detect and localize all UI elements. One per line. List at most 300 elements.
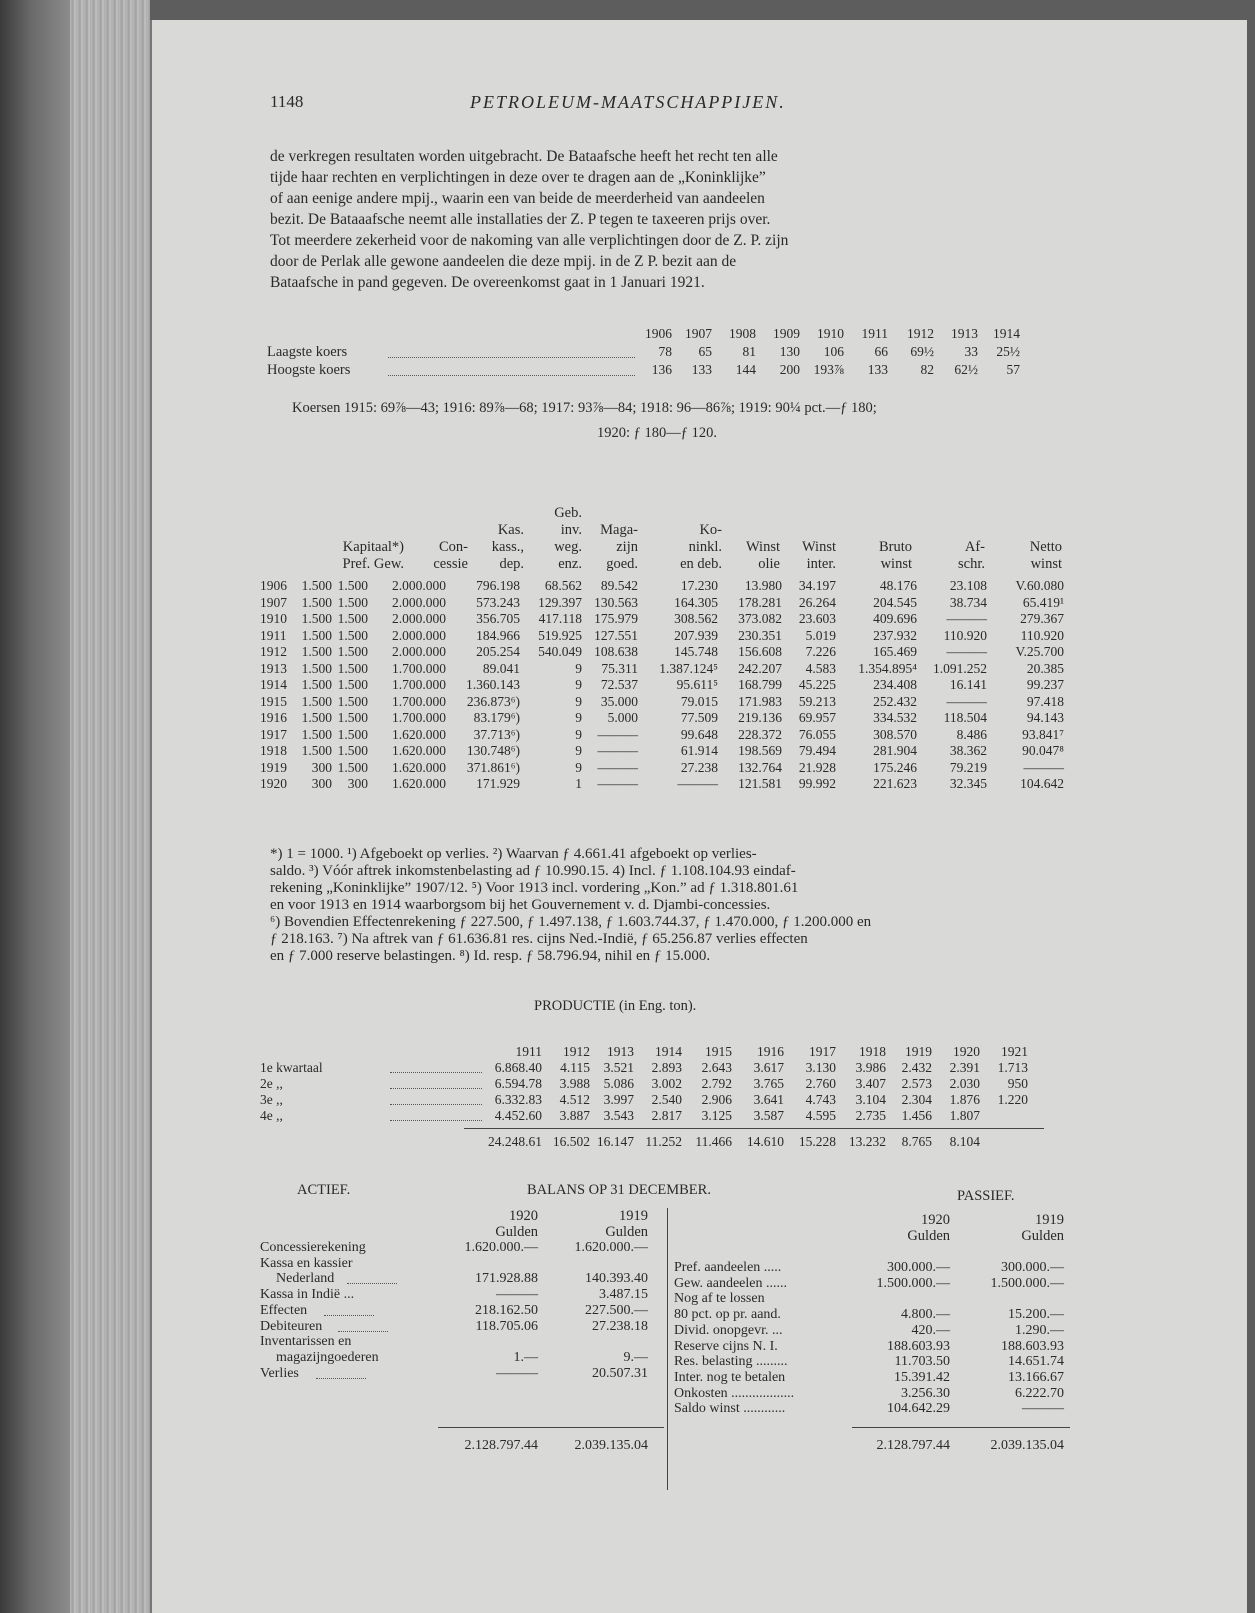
actief-value-1920: 118.705.06 — [475, 1318, 538, 1334]
finance-cell: 1 — [575, 776, 582, 791]
productie-value: 2.760 — [805, 1076, 836, 1091]
productie-leader — [390, 1088, 482, 1089]
finance-cell: 228.372 — [738, 726, 782, 742]
finance-cell: 17.230 — [680, 578, 718, 593]
finance-cell: 1.500 — [301, 627, 332, 643]
finance-cell: 1.354.895⁴ — [858, 660, 917, 676]
koersen-year: 1911 — [861, 326, 888, 341]
finance-cell: 237.932 — [873, 627, 917, 643]
actief-total-1920: 2.128.797.44 — [464, 1438, 538, 1453]
finance-cell: 1.620.000 — [392, 726, 446, 742]
koersen-value: 130 — [779, 344, 800, 359]
productie-value: 3.988 — [559, 1076, 590, 1091]
intro-line: Tot meerdere zekerheid voor de nakoming van alle verplichtingen door de Z. P. zijn — [270, 232, 789, 249]
koersen-value: 106 — [823, 344, 844, 359]
finance-cell: 13.980 — [744, 578, 782, 593]
koersen-value: 193⅞ — [813, 362, 844, 377]
finance-cell: 90.047⁸ — [1022, 743, 1064, 758]
passief-value-1920: 3.256.30 — [901, 1385, 950, 1401]
finance-cell: 1.500 — [301, 578, 332, 593]
productie-value: 4.743 — [805, 1092, 836, 1107]
finance-row — [152, 578, 1152, 595]
passief-value-1920: 420.— — [911, 1322, 950, 1338]
passief-value-1920: 11.703.50 — [894, 1354, 950, 1370]
productie-total: 8.765 — [901, 1134, 932, 1149]
finance-cell: ——— — [946, 644, 987, 659]
actief-value-1919: 9.— — [623, 1349, 648, 1365]
actief-total-rule — [438, 1427, 664, 1428]
finance-cell: 300 — [311, 759, 332, 775]
finance-cell: 1.500 — [337, 759, 368, 775]
finance-year: 1910 — [260, 611, 287, 626]
finance-cell: ——— — [677, 776, 718, 791]
finance-cell: 95.611⁵ — [676, 677, 718, 692]
actief-year-1920: 1920 — [509, 1208, 538, 1224]
passief-value-1920: 300.000.— — [887, 1260, 950, 1275]
passief-label-cell: Reserve cijns N. I. — [674, 1338, 778, 1354]
productie-value: 6.868.40 — [494, 1060, 542, 1075]
finance-year: 1912 — [260, 644, 287, 659]
finance-cell: 69.957 — [798, 710, 836, 725]
passief-label-cell: Inter. nog te betalen — [674, 1369, 786, 1385]
actief-label-cell: Kassa en kassier — [260, 1255, 353, 1271]
finance-cell: 130.563 — [594, 594, 638, 610]
productie-total-rule — [464, 1128, 1044, 1129]
finance-cell: 279.367 — [1020, 611, 1064, 626]
finance-cell: 65.419¹ — [1022, 594, 1064, 610]
finance-cell: 1.700.000 — [392, 660, 446, 676]
finance-cell: 1.700.000 — [392, 677, 446, 692]
productie-year: 1918 — [859, 1044, 886, 1059]
finance-row — [152, 727, 1152, 744]
header-koninklijke: Ko- — [699, 522, 722, 538]
finance-cell: 27.238 — [680, 759, 718, 775]
finance-cell: 165.469 — [873, 644, 917, 659]
finance-cell: 9 — [575, 677, 582, 692]
passief-value-1919: ——— — [1022, 1401, 1064, 1417]
actief-value-1919: 227.500.— — [585, 1302, 648, 1318]
finance-cell: 9 — [575, 726, 582, 742]
finance-row — [152, 694, 1152, 711]
finance-cell: 129.397 — [538, 594, 582, 610]
finance-cell: 21.928 — [798, 759, 836, 775]
finance-cell: 5.019 — [805, 627, 836, 643]
koersen-row-label: Laagste koers — [267, 344, 348, 360]
actief-value-1920: 171.928.88 — [475, 1271, 538, 1287]
productie-value: 1.876 — [949, 1092, 980, 1107]
finance-cell: 130.748⁶) — [466, 743, 520, 758]
header-geb: Geb. — [554, 505, 582, 521]
finance-cell: 75.311 — [601, 660, 638, 676]
passief-label-cell: Pref. aandeelen ..... — [674, 1260, 782, 1275]
finance-cell: 281.904 — [873, 743, 917, 758]
finance-cell: 76.055 — [798, 726, 836, 742]
finance-cell: 89.542 — [600, 578, 638, 593]
finance-year: 1916 — [260, 710, 287, 725]
koersen-year: 1906 — [645, 326, 672, 341]
finance-cell: 1.620.000 — [392, 743, 446, 758]
passief-value-1919: 1.500.000.— — [990, 1275, 1064, 1291]
productie-year: 1914 — [655, 1044, 682, 1059]
passief-value-1919: 1.290.— — [1015, 1322, 1064, 1338]
productie-year: 1915 — [705, 1044, 732, 1059]
productie-value: 2.817 — [651, 1108, 682, 1123]
finance-cell: 2.000.000 — [392, 644, 446, 659]
finance-cell: 1.500 — [301, 644, 332, 659]
productie-value: 6.332.83 — [494, 1092, 542, 1107]
finance-cell: 1.500 — [337, 710, 368, 725]
koersen-value: 65 — [698, 344, 712, 359]
passief-value-1920: 188.603.93 — [887, 1338, 950, 1354]
koersen-value: 133 — [867, 362, 888, 377]
finance-row — [152, 644, 1152, 661]
koersen-value: 57 — [1006, 362, 1020, 377]
productie-value: 3.765 — [753, 1076, 784, 1091]
finance-cell: 118.504 — [943, 710, 987, 725]
footnote-line: ⁶) Bovendien Effectenrekening ƒ 227.500, ƒ 1.497.138, ƒ 1.603.744.37, ƒ 1.470.000, ƒ 1.200.000 en — [270, 914, 872, 930]
finance-row — [152, 760, 1152, 777]
finance-cell: 417.118 — [538, 611, 582, 626]
koersen-value: 33 — [964, 344, 978, 359]
finance-cell: 242.207 — [738, 660, 782, 676]
passief-label-cell: 80 pct. op pr. aand. — [674, 1307, 781, 1323]
actief-year-1919: 1919 — [619, 1208, 648, 1224]
finance-cell: 1.500 — [301, 594, 332, 610]
actief-value-1920: 218.162.50 — [475, 1302, 538, 1318]
finance-cell: 1.700.000 — [392, 693, 446, 709]
finance-year: 1914 — [260, 677, 287, 692]
finance-cell: 356.705 — [476, 611, 520, 626]
finance-cell: 1.500 — [337, 627, 368, 643]
productie-value: 6.594.78 — [494, 1076, 542, 1091]
finance-year: 1911 — [260, 627, 287, 643]
koersen-value: 136 — [651, 362, 672, 377]
actief-value-1920: 1.620.000.— — [464, 1240, 538, 1255]
actief-label-cell: Debiteuren — [260, 1318, 323, 1334]
passief-value-1920: 4.800.— — [901, 1307, 950, 1323]
finance-cell: 79.015 — [680, 693, 718, 709]
koersen-year: 1912 — [907, 326, 934, 341]
finance-cell: 108.638 — [594, 644, 638, 659]
header-geb: inv. — [560, 522, 582, 538]
koersen-value: 25½ — [996, 344, 1020, 359]
productie-value: 3.587 — [753, 1108, 784, 1123]
finance-cell: ——— — [1023, 759, 1064, 775]
actief-label-cell: Kassa in Indië ... — [260, 1287, 355, 1303]
productie-leader — [390, 1072, 482, 1073]
passief-label-cell: Res. belasting ......... — [674, 1354, 788, 1370]
finance-cell: 16.141 — [949, 677, 987, 692]
productie-row-label: 3e ,, — [260, 1092, 283, 1107]
finance-cell: 207.939 — [674, 627, 718, 643]
finance-cell: 20.385 — [1026, 660, 1064, 676]
productie-value: 2.735 — [855, 1108, 886, 1123]
finance-cell: 99.648 — [680, 726, 718, 742]
header-koninklijke: ninkl. — [688, 539, 722, 555]
finance-cell: 68.562 — [544, 578, 582, 593]
finance-year: 1918 — [260, 743, 287, 758]
header-netto: Netto — [1029, 539, 1062, 555]
finance-cell: 198.569 — [738, 743, 782, 758]
passief-label-cell: Gew. aandeelen ...... — [674, 1275, 787, 1291]
koersen-year: 1914 — [993, 326, 1020, 341]
header-geb: weg. — [554, 539, 582, 555]
finance-cell: 796.198 — [476, 578, 520, 593]
productie-value: 3.986 — [855, 1060, 886, 1075]
footnote-line: saldo. ³) Vóór aftrek inkomstenbelasting ad ƒ 10.990.15. 4) Incl. ƒ 1.108.104.93 eindaf- — [270, 863, 796, 879]
finance-cell: 205.254 — [476, 644, 520, 659]
actief-unit-1920: Gulden — [495, 1224, 538, 1240]
passief-value-1919: 15.200.— — [1008, 1307, 1064, 1323]
finance-year: 1906 — [260, 578, 287, 593]
finance-cell: 184.966 — [476, 627, 520, 643]
passief-value-1919: 6.222.70 — [1015, 1385, 1064, 1401]
intro-line: Bataafsche in pand gegeven. De overeenkomst gaat in 1 Januari 1921. — [270, 274, 705, 291]
finance-cell: 35.000 — [600, 693, 638, 709]
finance-cell: 1.620.000 — [392, 776, 446, 791]
footnote-line: en ƒ 7.000 reserve belastingen. ⁸) Id. resp. ƒ 58.796.94, nihil en ƒ 15.000. — [270, 948, 711, 964]
koersen-year: 1913 — [951, 326, 978, 341]
finance-cell: 110.920 — [1020, 627, 1064, 643]
intro-line: door de Perlak alle gewone aandeelen die deze mpij. in de Z P. bezit aan de — [270, 253, 737, 270]
finance-cell: 178.281 — [738, 594, 782, 610]
book-spine — [0, 0, 70, 1613]
finance-cell: 230.351 — [738, 627, 782, 643]
productie-total: 8.104 — [949, 1134, 980, 1149]
finance-cell: 409.696 — [873, 611, 917, 626]
passief-unit-1919: Gulden — [1021, 1228, 1064, 1244]
finance-cell: 1.700.000 — [392, 710, 446, 725]
header-concessie: cessie — [433, 556, 468, 572]
finance-cell: 1.387.124⁵ — [659, 660, 718, 676]
productie-value: 4.595 — [805, 1108, 836, 1123]
actief-value-1920: ——— — [496, 1365, 538, 1381]
productie-leader — [390, 1120, 482, 1121]
header-koninklijke: en deb. — [680, 556, 722, 572]
finance-cell: 5.000 — [607, 710, 638, 725]
productie-total: 13.232 — [848, 1134, 886, 1149]
finance-cell: 45.225 — [798, 677, 836, 692]
productie-value: 2.643 — [701, 1060, 732, 1075]
finance-cell: 171.929 — [476, 776, 520, 791]
finance-cell: 2.000.000 — [392, 611, 446, 626]
actief-label-cell: magazijngoederen — [276, 1349, 379, 1365]
header-kas: Kas. — [497, 522, 524, 538]
actief-label: ACTIEF. — [297, 1182, 351, 1198]
productie-value: 3.407 — [855, 1076, 886, 1091]
finance-cell: 72.537 — [600, 677, 638, 692]
finance-cell: 308.570 — [873, 726, 917, 742]
finance-cell: 1.091.252 — [933, 660, 987, 676]
productie-year: 1912 — [563, 1044, 590, 1059]
passief-label-cell: Onkosten .................. — [674, 1385, 795, 1401]
koersen-value: 66 — [874, 344, 888, 359]
footnote-line: *) 1 = 1000. ¹) Afgeboekt op verlies. ²) Waarvan ƒ 4.661.41 afgeboekt op verlies- — [270, 846, 757, 862]
productie-value: 1.456 — [901, 1108, 932, 1123]
passief-total-rule — [852, 1427, 1070, 1428]
finance-cell: 59.213 — [798, 693, 836, 709]
finance-cell: 132.764 — [738, 759, 782, 775]
koersen-year: 1907 — [685, 326, 712, 341]
productie-value: 3.130 — [805, 1060, 836, 1075]
actief-label-cell: Effecten — [260, 1302, 308, 1318]
finance-cell: 1.500 — [301, 611, 332, 626]
finance-cell: 308.562 — [674, 611, 718, 626]
koersen-value: 82 — [920, 362, 934, 377]
intro-line: bezit. De Bataaafsche neemt alle installaties der Z. P tegen te taxeeren prijs over. — [270, 211, 771, 228]
productie-value: 2.540 — [651, 1092, 682, 1107]
productie-value: 2.906 — [701, 1092, 732, 1107]
productie-total: 24.248.61 — [488, 1134, 542, 1149]
finance-row — [152, 595, 1152, 612]
finance-cell: 1.500 — [337, 743, 368, 758]
finance-cell: 7.226 — [805, 644, 836, 659]
finance-cell: 1.500 — [337, 644, 368, 659]
productie-value: 1.713 — [997, 1060, 1028, 1075]
productie-year: 1917 — [809, 1044, 836, 1059]
finance-cell: 219.136 — [738, 710, 782, 725]
finance-cell: 1.500 — [337, 594, 368, 610]
finance-year: 1919 — [260, 759, 287, 775]
header-netto: winst — [1030, 556, 1062, 572]
finance-cell: 127.551 — [594, 627, 638, 643]
finance-cell: 1.500 — [301, 710, 332, 725]
finance-cell: 300 — [347, 776, 368, 791]
actief-value-1919: 27.238.18 — [592, 1318, 648, 1334]
finance-cell: 221.623 — [873, 776, 917, 791]
finance-cell: 99.992 — [798, 776, 836, 791]
intro-line: of aan eenige andere mpij., waarin een van beide de meerderheid van aandeelen — [270, 190, 765, 207]
passief-value-1919: 14.651.74 — [1008, 1354, 1064, 1370]
header-concessie: Con- — [439, 539, 468, 555]
finance-cell: 9 — [575, 660, 582, 676]
finance-cell: 4.583 — [805, 660, 836, 676]
productie-value: 3.125 — [701, 1108, 732, 1123]
finance-cell: 94.143 — [1026, 710, 1064, 725]
koersen-value: 133 — [691, 362, 712, 377]
finance-cell: V.25.700 — [1015, 644, 1064, 659]
koersen-value: 62½ — [954, 362, 978, 377]
finance-cell: 236.873⁶) — [466, 693, 520, 709]
finance-cell: 9 — [575, 710, 582, 725]
finance-cell: 145.748 — [674, 644, 718, 659]
finance-cell: 97.418 — [1026, 693, 1064, 709]
productie-value: 4.452.60 — [494, 1108, 542, 1123]
actief-label-cell: Inventarissen en — [260, 1334, 352, 1350]
productie-value: 2.792 — [701, 1076, 732, 1091]
passief-value-1920: 1.500.000.— — [876, 1275, 950, 1291]
header-bruto: Bruto — [878, 539, 912, 555]
finance-cell: 252.432 — [873, 693, 917, 709]
header-afschr: schr. — [958, 556, 985, 572]
finance-row — [152, 661, 1152, 678]
finance-cell: 37.713⁶) — [473, 726, 520, 742]
finance-cell: 234.408 — [873, 677, 917, 692]
finance-year: 1915 — [260, 693, 287, 709]
page-number: 1148 — [270, 92, 304, 111]
finance-cell: ——— — [597, 759, 638, 775]
productie-value: 3.641 — [753, 1092, 784, 1107]
header-maga: goed. — [606, 556, 638, 572]
passief-label: PASSIEF. — [957, 1188, 1015, 1204]
finance-cell: 83.179⁶) — [473, 710, 520, 725]
koersen-year: 1908 — [729, 326, 756, 341]
productie-value: 2.573 — [901, 1076, 932, 1091]
koersen-row-label: Hoogste koers — [267, 362, 351, 378]
finance-cell: 1.500 — [301, 743, 332, 758]
actief-leader — [347, 1283, 397, 1284]
finance-cell: 1.500 — [337, 726, 368, 742]
actief-leader — [316, 1378, 366, 1379]
header-kas: kass., — [491, 539, 524, 555]
finance-cell: 110.920 — [943, 627, 987, 643]
actief-label-cell: Nederland — [276, 1271, 335, 1287]
footnote-line: ƒ 218.163. ⁷) Na aftrek van ƒ 61.636.81 res. cijns Ned.-Indië, ƒ 65.256.87 verlies effecten — [270, 931, 808, 947]
finance-cell: 2.000.000 — [392, 627, 446, 643]
footnote-line: en voor 1913 en 1914 waarborgsom bij het Gouvernement v. d. Djambi-concessies. — [270, 897, 771, 913]
passief-value-1919: 188.603.93 — [1001, 1338, 1064, 1354]
finance-cell: V.60.080 — [1015, 578, 1064, 593]
passief-year-1919: 1919 — [1035, 1212, 1064, 1228]
actief-value-1919: 3.487.15 — [599, 1287, 648, 1303]
finance-row — [152, 743, 1152, 760]
passief-value-1919: 300.000.— — [1001, 1260, 1064, 1275]
finance-cell: 519.925 — [538, 627, 582, 643]
actief-leader — [338, 1331, 388, 1332]
finance-cell: ——— — [946, 611, 987, 626]
productie-total: 11.252 — [645, 1134, 682, 1149]
finance-cell: 9 — [575, 743, 582, 758]
productie-value: 3.997 — [603, 1092, 634, 1107]
productie-total: 16.147 — [596, 1134, 634, 1149]
actief-unit-1919: Gulden — [605, 1224, 648, 1240]
finance-cell: 1.500 — [337, 578, 368, 593]
productie-total: 16.502 — [552, 1134, 590, 1149]
actief-leader — [324, 1315, 374, 1316]
productie-value: 1.807 — [949, 1108, 980, 1123]
productie-value: 3.521 — [603, 1060, 634, 1075]
finance-cell: 204.545 — [873, 594, 917, 610]
koersen-year: 1910 — [817, 326, 844, 341]
finance-cell: 61.914 — [680, 743, 718, 758]
finance-cell: 48.176 — [879, 578, 917, 593]
productie-value: 5.086 — [603, 1076, 634, 1091]
finance-cell: 156.608 — [738, 644, 782, 659]
finance-cell: 89.041 — [482, 660, 520, 676]
finance-cell: 2.000.000 — [392, 594, 446, 610]
productie-total: 11.466 — [695, 1134, 732, 1149]
header-winst-olie: Winst — [745, 539, 780, 555]
finance-cell: 1.500 — [337, 677, 368, 692]
productie-year: 1916 — [757, 1044, 784, 1059]
finance-cell: 334.532 — [873, 710, 917, 725]
finance-cell: ——— — [946, 693, 987, 709]
productie-year: 1919 — [905, 1044, 932, 1059]
actief-label-cell: Verlies — [260, 1365, 299, 1381]
header-kapitaal: Pref. Gew. — [342, 556, 404, 572]
finance-cell: 1.620.000 — [392, 759, 446, 775]
finance-cell: 23.603 — [798, 611, 836, 626]
finance-cell: 573.243 — [476, 594, 520, 610]
header-bruto: winst — [880, 556, 912, 572]
header-winst-olie: olie — [758, 556, 780, 572]
finance-cell: 9 — [575, 759, 582, 775]
finance-cell: 164.305 — [674, 594, 718, 610]
finance-cell: ——— — [597, 776, 638, 791]
finance-cell: 9 — [575, 693, 582, 709]
finance-cell: 373.082 — [738, 611, 782, 626]
finance-cell: ——— — [597, 743, 638, 758]
